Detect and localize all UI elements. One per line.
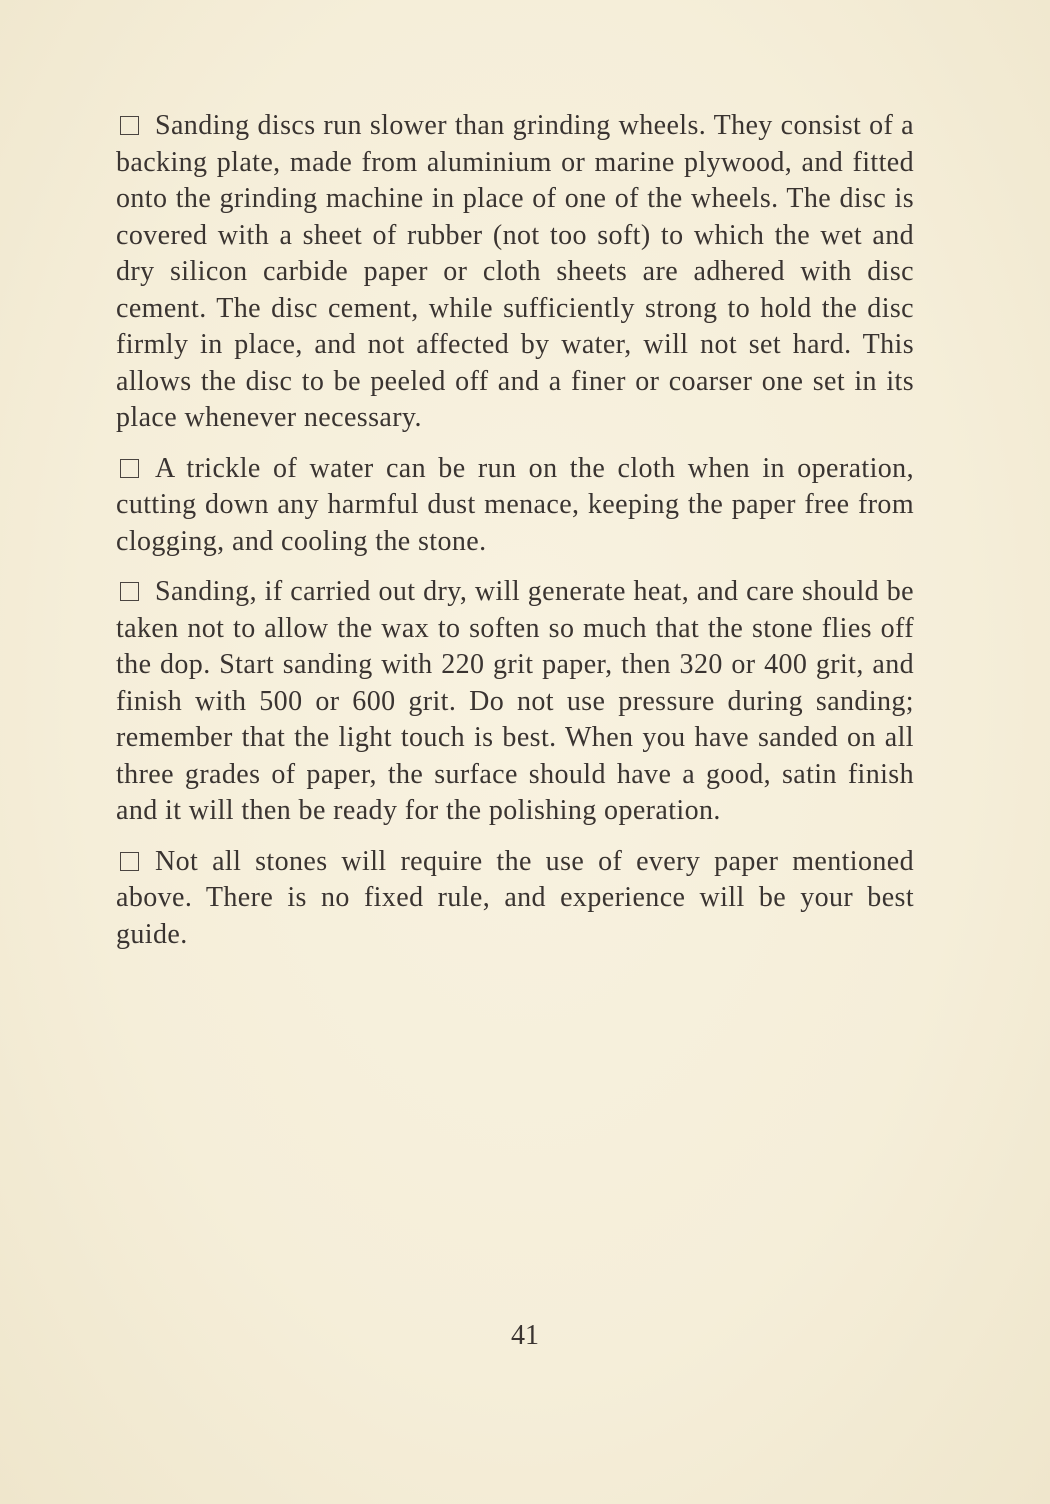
square-bullet-icon — [120, 852, 139, 871]
square-bullet-icon — [120, 459, 139, 478]
paragraph — [116, 451, 914, 561]
square-bullet-icon — [120, 116, 139, 135]
paragraph — [116, 108, 914, 437]
page-number: 41 — [511, 1320, 539, 1351]
paragraph-text: A trickle of water can be run on the cloth when in operation, cutting down any harmful dust menace, keeping the paper free from clogging, and cooling the stone. — [116, 452, 914, 557]
paragraph-text: Sanding, if carried out dry, will generate heat, and care should be taken not to allow the wax to soften so much that the stone flies off the dop. Start sanding with 220 grit paper, then 320 or 400 grit, and finish with 500 or 600 grit. Do not use pressure during sanding; remember that the light touch is best. When you have sanded on all three grades of paper, the surface should have a good, satin finish and it will then be ready for the polishing operation. — [116, 576, 914, 826]
paragraph-text: Sanding discs run slower than grinding wheels. They consist of a backing plate, made from aluminium or marine plywood, and fitted onto the grinding machine in place of one of the wheels. The disc is covered with a sheet of rubber (not too soft) to which the wet and dry silicon carbide paper or cloth sheets are adhered with disc cement. The disc cement, while sufficiently strong to hold the disc firmly in place, and not affected by water, will not set hard. This allows the disc to be peeled off and a finer or coarser one set in its place whenever necessary. — [116, 110, 914, 433]
paragraph-text: Not all stones will require the use of every paper mentioned above. There is no fixed rule, and experience will be your best guide. — [116, 845, 914, 950]
paragraph — [116, 844, 914, 954]
body-text — [116, 108, 914, 967]
square-bullet-icon — [120, 582, 139, 601]
paragraph — [116, 574, 914, 830]
